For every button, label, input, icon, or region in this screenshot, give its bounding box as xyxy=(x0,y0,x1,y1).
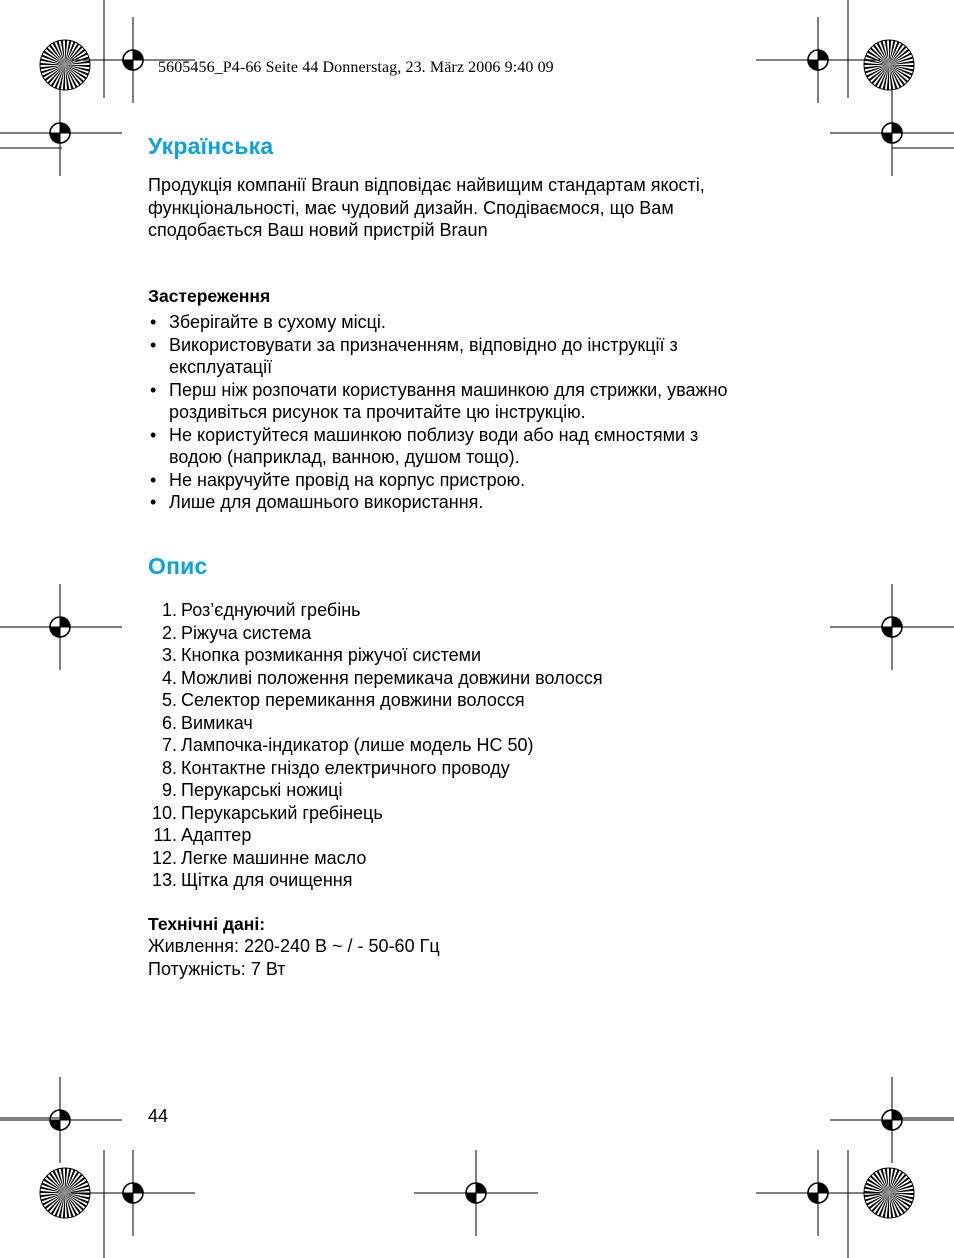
star-target-icon xyxy=(864,40,914,90)
warning-text: Перш ніж розпочати користування машинкою для стрижки, уважно xyxy=(169,379,728,400)
intro-paragraph xyxy=(148,174,828,242)
description-item xyxy=(148,644,828,667)
print-slug: 5605456_P4-66 Seite 44 Donnerstag, 23. März 2006 9:40 09 xyxy=(158,59,554,76)
registration-mark-icon xyxy=(414,1150,538,1236)
warning-item xyxy=(148,311,828,334)
description-item xyxy=(148,802,828,825)
warnings-list xyxy=(148,311,828,514)
warning-text: Використовувати за призначенням, відповідно до інструкції з xyxy=(169,334,678,355)
warning-text: Не користуйтеся машинкою поблизу води або над ємностями з xyxy=(169,424,699,445)
registration-mark-icon xyxy=(0,584,122,670)
warnings-title: Застереження xyxy=(148,286,271,306)
item-text: Контактне гніздо електричного проводу xyxy=(181,757,510,778)
description-list xyxy=(148,599,828,892)
item-number: 7. xyxy=(161,735,177,755)
item-text: Роз’єднуючий гребінь xyxy=(181,600,361,620)
bullet-icon: • xyxy=(150,312,157,332)
item-text: Щітка для очищення xyxy=(181,870,353,890)
item-text: Кнопка розмикання ріжучої системи xyxy=(181,645,482,665)
registration-mark-icon xyxy=(830,584,954,670)
warning-item xyxy=(148,379,828,424)
item-number: 10. xyxy=(151,802,177,823)
warning-text: Лише для домашнього використання. xyxy=(169,492,484,512)
intro-line: сподобається Ваш новий пристрій Braun xyxy=(148,220,488,240)
registration-mark-icon xyxy=(756,17,880,103)
bullet-icon: • xyxy=(150,492,157,512)
item-number: 9. xyxy=(161,780,177,800)
description-item xyxy=(148,599,828,622)
item-number: 13. xyxy=(151,870,177,890)
item-text: Перукарський гребінець xyxy=(181,802,383,823)
warning-item xyxy=(148,334,828,379)
bullet-icon: • xyxy=(150,379,157,400)
item-number: 5. xyxy=(161,690,177,710)
description-item xyxy=(148,689,828,712)
tech-line-power-supply: Живлення: 220-240 В ~ / - 50-60 Гц xyxy=(148,936,440,956)
description-item xyxy=(148,734,828,757)
description-item xyxy=(148,779,828,802)
item-number: 12. xyxy=(151,847,177,868)
description-item xyxy=(148,622,828,645)
warning-item xyxy=(148,469,828,492)
page-number: 44 xyxy=(148,1106,169,1126)
item-text: Ріжуча система xyxy=(181,622,312,643)
warning-text: експлуатації xyxy=(169,357,273,377)
warning-text: роздивіться рисунок та прочитайте цю інструкцію. xyxy=(169,402,586,422)
item-text: Легке машинне масло xyxy=(181,847,367,868)
item-text: Селектор перемикання довжини волосся xyxy=(181,690,525,710)
star-target-icon xyxy=(40,40,90,90)
description-item xyxy=(148,824,828,847)
registration-mark-icon xyxy=(830,90,954,176)
section-title-description: Опис xyxy=(148,553,208,579)
warning-text: Зберігайте в сухому місці. xyxy=(169,312,386,332)
star-target-icon xyxy=(40,1168,90,1218)
registration-mark-icon xyxy=(0,90,122,176)
star-target-icon xyxy=(864,1168,914,1218)
warning-item xyxy=(148,491,828,514)
tech-data xyxy=(148,935,440,980)
item-text: Перукарські ножиці xyxy=(181,780,343,800)
description-item xyxy=(148,667,828,690)
item-text: Вимикач xyxy=(181,712,253,733)
item-number: 8. xyxy=(161,757,177,778)
intro-line: функціональності, має чудовий дизайн. Сподіваємося, що Вам xyxy=(148,197,674,218)
description-item xyxy=(148,869,828,892)
description-item xyxy=(148,712,828,735)
registration-mark-icon xyxy=(830,1077,954,1163)
warning-text: водою (наприклад, ванною, душом тощо). xyxy=(169,447,520,467)
bullet-icon: • xyxy=(150,334,157,355)
registration-mark-icon xyxy=(756,1150,880,1236)
warning-item xyxy=(148,424,828,469)
item-text: Адаптер xyxy=(181,825,252,845)
item-number: 3. xyxy=(161,645,177,665)
item-number: 2. xyxy=(161,622,177,643)
item-number: 4. xyxy=(161,667,177,688)
item-number: 6. xyxy=(161,712,177,733)
tech-data-title: Технічні дані: xyxy=(148,914,266,934)
intro-line: Продукція компанії Braun відповідає найвищим стандартам якості, xyxy=(148,175,705,195)
description-item xyxy=(148,847,828,870)
item-text: Лампочка-індикатор (лише модель HC 50) xyxy=(181,735,534,755)
item-number: 11. xyxy=(153,825,177,845)
bullet-icon: • xyxy=(150,424,157,445)
item-number: 1. xyxy=(161,600,177,620)
bullet-icon: • xyxy=(150,469,157,490)
tech-line-power: Потужність: 7 Вт xyxy=(148,958,286,979)
description-item xyxy=(148,757,828,780)
section-title-ukrainian: Українська xyxy=(148,133,274,159)
warning-text: Не накручуйте провід на корпус пристрою. xyxy=(169,469,526,490)
item-text: Можливі положення перемикача довжини волосся xyxy=(181,667,603,688)
